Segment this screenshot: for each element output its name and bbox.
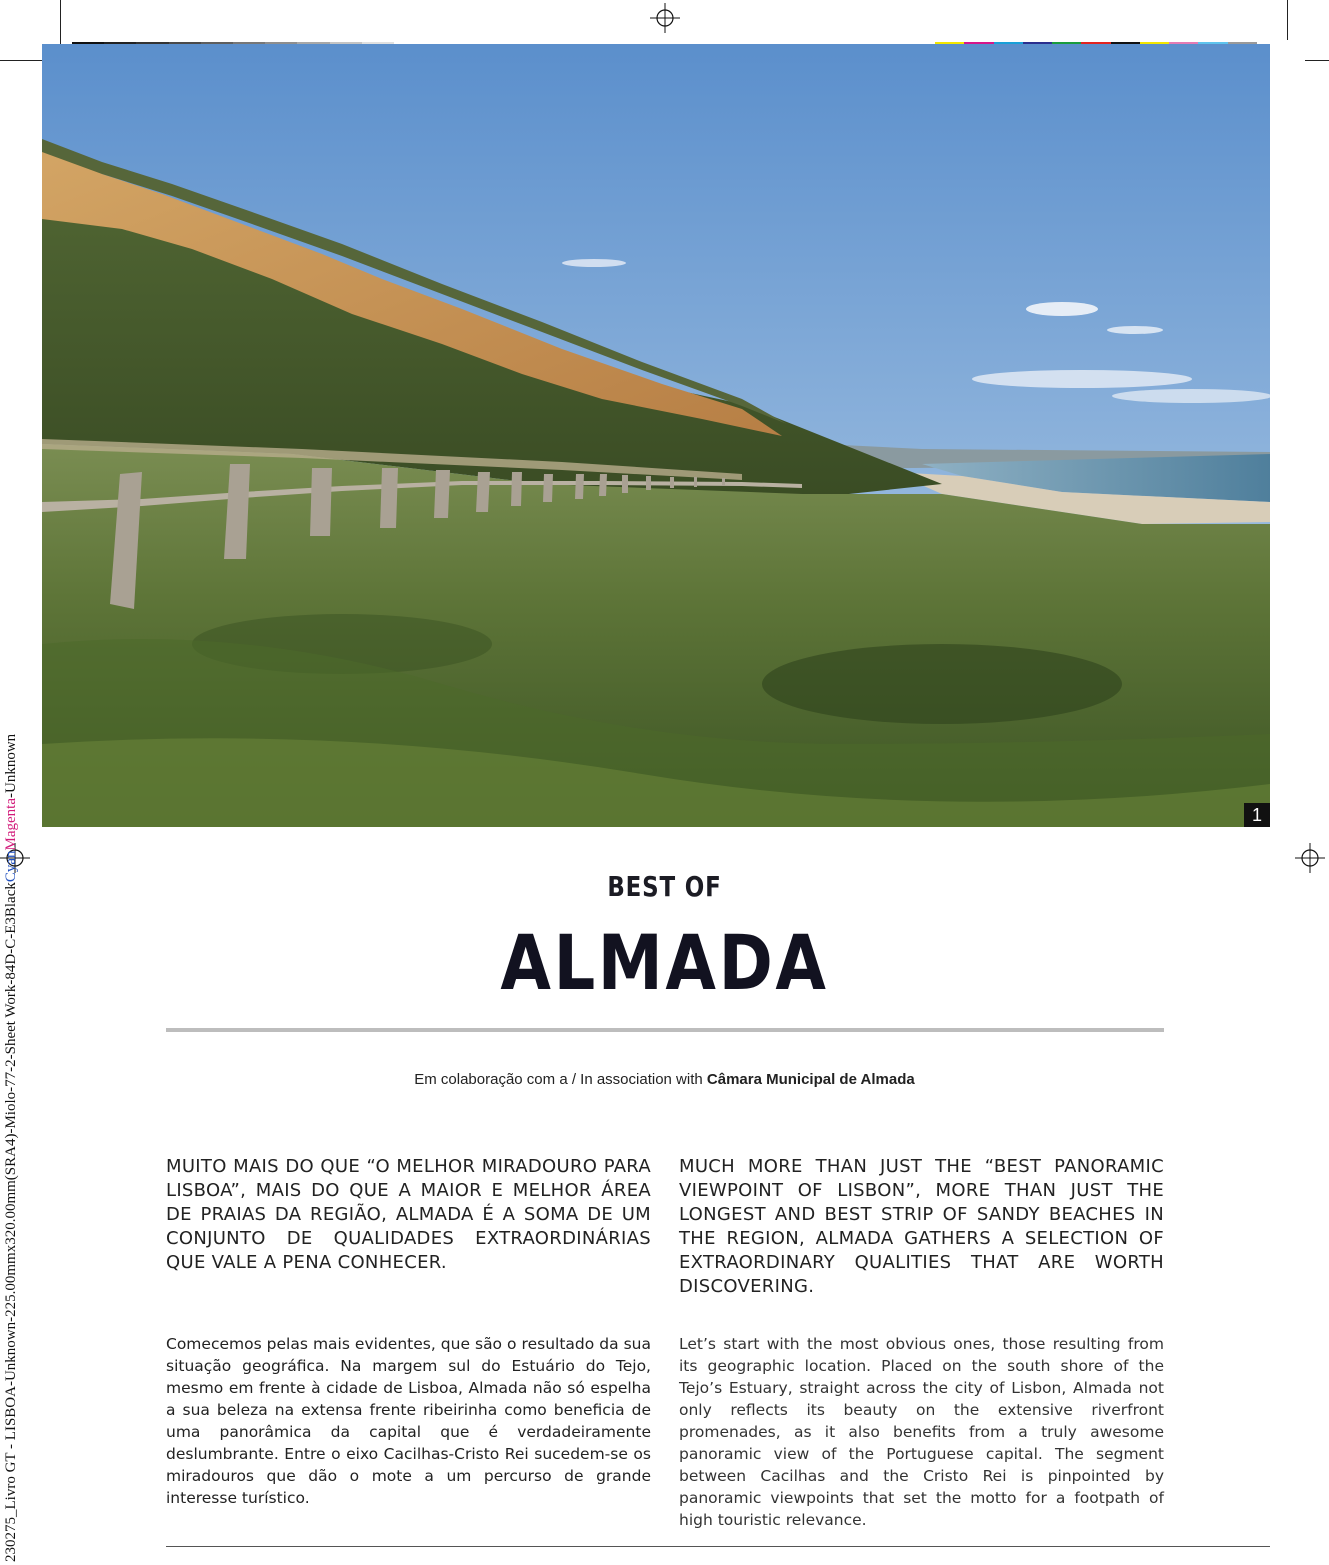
slug-text-magenta: Magenta (3, 797, 19, 851)
crop-mark-right-top (1305, 60, 1329, 61)
page-title: ALMADA (500, 918, 829, 1007)
registration-mark-top (650, 3, 680, 33)
slug-text-main: 230275_Livro GT - LISBOA-Unknown-225.00mmx320.00mm(SRA4)-Miolo-77-2-Sheet Work-84D-C-E3 (3, 917, 19, 1562)
title-divider (166, 1028, 1164, 1032)
slug-text-cyan: Cyan (3, 850, 19, 883)
lead-paragraph-en: MUCH MORE THAN JUST THE “BEST PANORAMIC VIEWPOINT OF LISBON”, MORE THAN JUST THE LONGEST AND BEST STRIP OF SANDY BEACHES IN THE REGION, ALMADA GATHERS A SELECTION OF EXTRAORDINARY QUALITIES THAT ARE WORTH DISCOVERING. (679, 1156, 1164, 1297)
photo-number-badge: 1 (1244, 803, 1270, 827)
association-line (0, 1071, 1329, 1088)
landscape-photo (42, 44, 1270, 827)
association-prefix: Em colaboração com a / In association with (414, 1071, 707, 1088)
association-name: Câmara Municipal de Almada (706, 1071, 915, 1088)
section-kicker: BEST OF (607, 870, 722, 903)
slug-text-black: Black (3, 882, 19, 918)
slug-text-end: -Unknown (3, 733, 19, 798)
registration-mark-right (1295, 843, 1325, 873)
printer-slug-text (3, 734, 20, 1562)
crop-mark-left-top (0, 60, 46, 61)
lead-paragraph-pt: MUITO MAIS DO QUE “O MELHOR MIRADOURO PARA LISBOA”, MAIS DO QUE A MAIOR E MELHOR ÁREA DE PRAIAS DA REGIÃO, ALMADA É A SOMA DE UM CONJUNTO DE QUALIDADES EXTRAORDINÁRIAS QUE VALE A PENA CONHECER. (166, 1156, 651, 1273)
bottom-divider (166, 1546, 1270, 1547)
crop-mark-top-left (60, 0, 61, 46)
coastal-cliff-illustration (42, 44, 1270, 827)
body-paragraph-en: Let’s start with the most obvious ones, those resulting from its geographic location. Placed on the south shore of the Tejo’s Estuary, straight across the city of Lisbon, Almada not only reflects its beauty on the extensive riverfront promenades, as it also benefits from a truly awesome panoramic view of the Portuguese capital. The segment between Cacilhas and the Cristo Rei is pinpointed by panoramic viewpoints that set the motto for a footpath of high touristic relevance. (679, 1335, 1164, 1529)
crop-mark-top-right (1287, 0, 1288, 40)
body-paragraph-pt: Comecemos pelas mais evidentes, que são o resultado da sua situação geográfica. Na margem sul do Estuário do Tejo, mesmo em frente à cidade de Lisboa, Almada não só espelha a sua beleza na extensa frente ribeirinha como beneficia de uma panorâmica da capital que é verdadeiramente deslumbrante. Entre o eixo Cacilhas-Cristo Rei sucedem-se os miradouros que dão o mote a um percurso de grande interesse turístico. (166, 1335, 651, 1507)
